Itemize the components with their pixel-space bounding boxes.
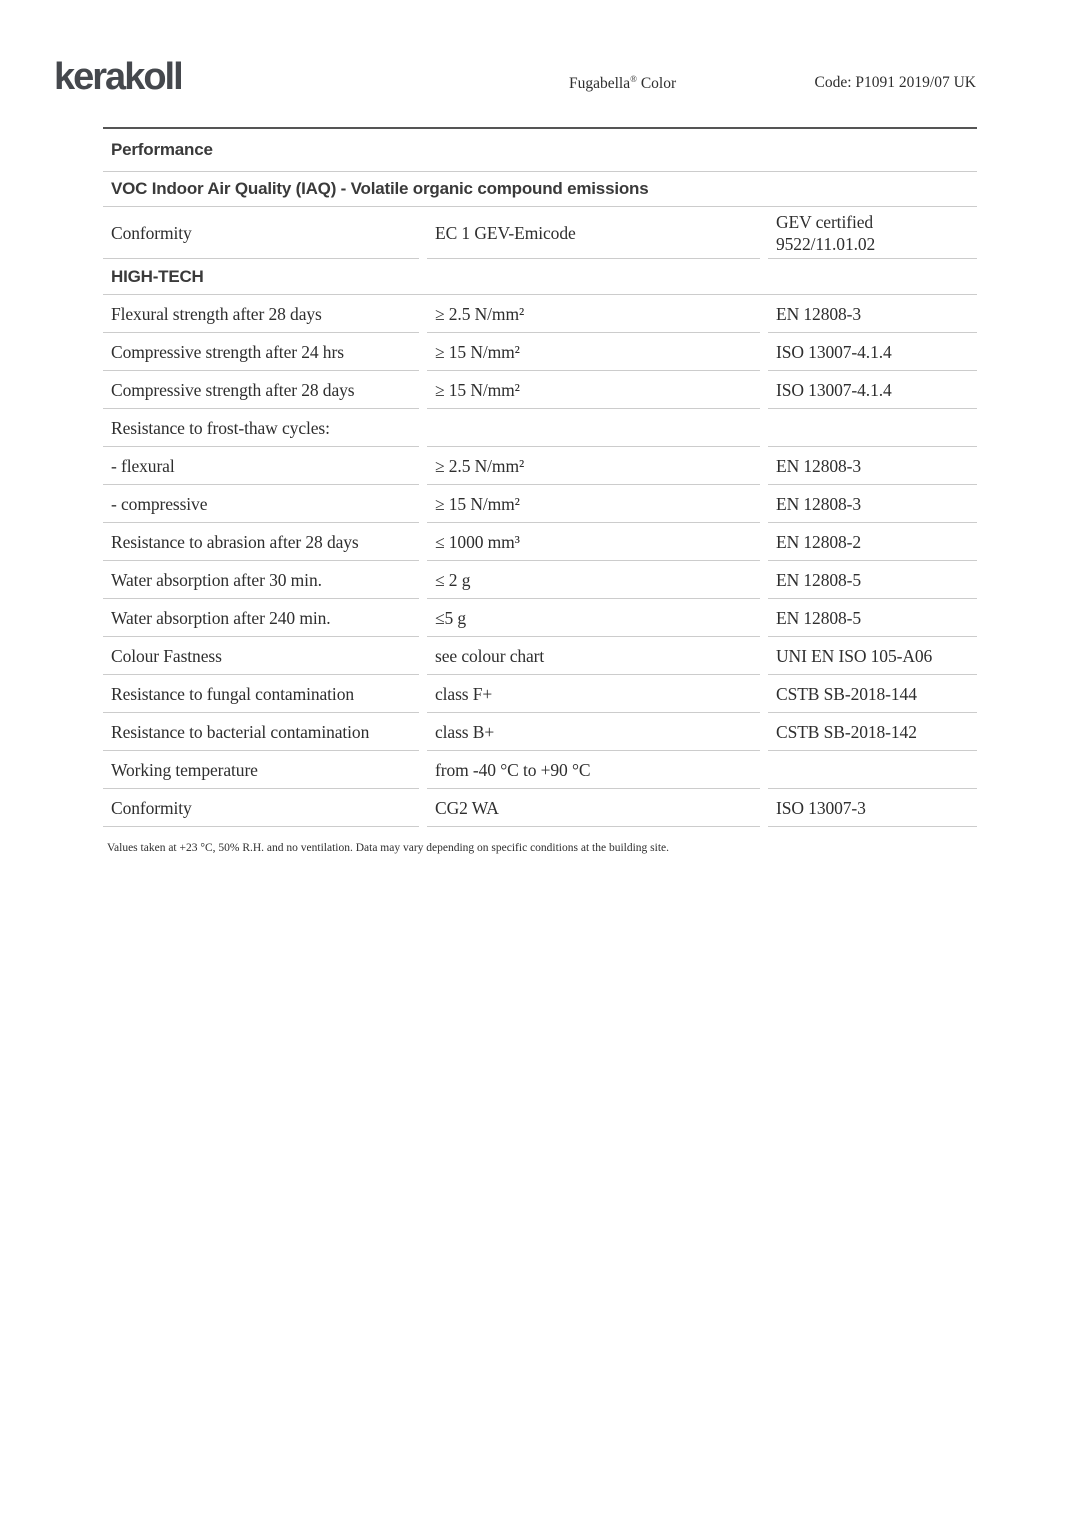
row-value: CG2 WA bbox=[427, 789, 760, 827]
hightech-heading-label: HIGH-TECH bbox=[111, 266, 204, 286]
row-standard: EN 12808-2 bbox=[768, 523, 977, 561]
row-value: class B+ bbox=[427, 713, 760, 751]
row-value: ≥ 2.5 N/mm² bbox=[427, 295, 760, 333]
row-property: Flexural strength after 28 days bbox=[103, 295, 419, 333]
row-property: Resistance to abrasion after 28 days bbox=[103, 523, 419, 561]
kerakoll-logo: kerakoll bbox=[54, 56, 182, 98]
row-property: Conformity bbox=[103, 789, 419, 827]
row-value: ≥ 15 N/mm² bbox=[427, 333, 760, 371]
registered-trademark-symbol: ® bbox=[630, 74, 637, 84]
table-row bbox=[103, 523, 977, 561]
table-row bbox=[103, 789, 977, 827]
row-value: from -40 °C to +90 °C bbox=[427, 751, 760, 789]
row-property: Resistance to bacterial contamination bbox=[103, 713, 419, 751]
row-standard: UNI EN ISO 105-A06 bbox=[768, 637, 977, 675]
table-row bbox=[103, 637, 977, 675]
row-property: Working temperature bbox=[103, 751, 419, 789]
performance-table bbox=[103, 127, 977, 827]
row-standard: EN 12808-3 bbox=[768, 485, 977, 523]
standard-line-1: GEV certified bbox=[776, 211, 874, 232]
row-property: Resistance to frost-thaw cycles: bbox=[103, 409, 419, 447]
row-value: ≤5 g bbox=[427, 599, 760, 637]
standard-line-2: 9522/11.01.02 bbox=[776, 233, 876, 254]
row-value: ≥ 15 N/mm² bbox=[427, 371, 760, 409]
table-row bbox=[103, 599, 977, 637]
table-row bbox=[103, 409, 977, 447]
row-standard: EN 12808-3 bbox=[768, 295, 977, 333]
row-property: - compressive bbox=[103, 485, 419, 523]
table-row bbox=[103, 751, 977, 789]
table-row bbox=[103, 207, 977, 259]
row-value: EC 1 GEV-Emicode bbox=[427, 207, 760, 259]
row-value: see colour chart bbox=[427, 637, 760, 675]
row-value: ≥ 15 N/mm² bbox=[427, 485, 760, 523]
row-property: Colour Fastness bbox=[103, 637, 419, 675]
voc-heading-label: VOC Indoor Air Quality (IAQ) - Volatile organic compound emissions bbox=[111, 179, 649, 198]
table-row bbox=[103, 561, 977, 599]
row-standard bbox=[768, 751, 977, 789]
row-property: Water absorption after 30 min. bbox=[103, 561, 419, 599]
row-value: ≤ 1000 mm³ bbox=[427, 523, 760, 561]
footnote: Values taken at +23 °C, 50% R.H. and no ventilation. Data may vary depending on specific conditions at the building site. bbox=[107, 842, 670, 854]
performance-heading-label: Performance bbox=[111, 140, 213, 159]
table-row bbox=[103, 333, 977, 371]
row-standard bbox=[768, 207, 977, 259]
row-property: Conformity bbox=[103, 207, 419, 259]
row-standard: ISO 13007-4.1.4 bbox=[768, 333, 977, 371]
product-brand: Fugabella bbox=[569, 75, 631, 93]
table-row bbox=[103, 713, 977, 751]
table-row bbox=[103, 295, 977, 333]
row-value bbox=[427, 409, 760, 447]
row-standard: CSTB SB-2018-144 bbox=[768, 675, 977, 713]
table-row bbox=[103, 675, 977, 713]
hightech-heading bbox=[103, 259, 977, 295]
row-value: ≤ 2 g bbox=[427, 561, 760, 599]
row-standard: ISO 13007-3 bbox=[768, 789, 977, 827]
row-standard: CSTB SB-2018-142 bbox=[768, 713, 977, 751]
row-property: - flexural bbox=[103, 447, 419, 485]
row-standard: ISO 13007-4.1.4 bbox=[768, 371, 977, 409]
row-standard bbox=[768, 409, 977, 447]
document-code: Code: P1091 2019/07 UK bbox=[814, 74, 976, 91]
row-standard: EN 12808-5 bbox=[768, 561, 977, 599]
performance-heading bbox=[103, 129, 977, 172]
row-value: ≥ 2.5 N/mm² bbox=[427, 447, 760, 485]
row-property: Compressive strength after 24 hrs bbox=[103, 333, 419, 371]
table-row bbox=[103, 485, 977, 523]
row-standard: EN 12808-3 bbox=[768, 447, 977, 485]
row-property: Water absorption after 240 min. bbox=[103, 599, 419, 637]
table-row bbox=[103, 447, 977, 485]
row-standard: EN 12808-5 bbox=[768, 599, 977, 637]
product-name bbox=[569, 74, 676, 93]
row-property: Resistance to fungal contamination bbox=[103, 675, 419, 713]
product-rest: Color bbox=[636, 75, 677, 93]
row-property: Compressive strength after 28 days bbox=[103, 371, 419, 409]
voc-heading bbox=[103, 172, 977, 207]
row-value: class F+ bbox=[427, 675, 760, 713]
table-row bbox=[103, 371, 977, 409]
